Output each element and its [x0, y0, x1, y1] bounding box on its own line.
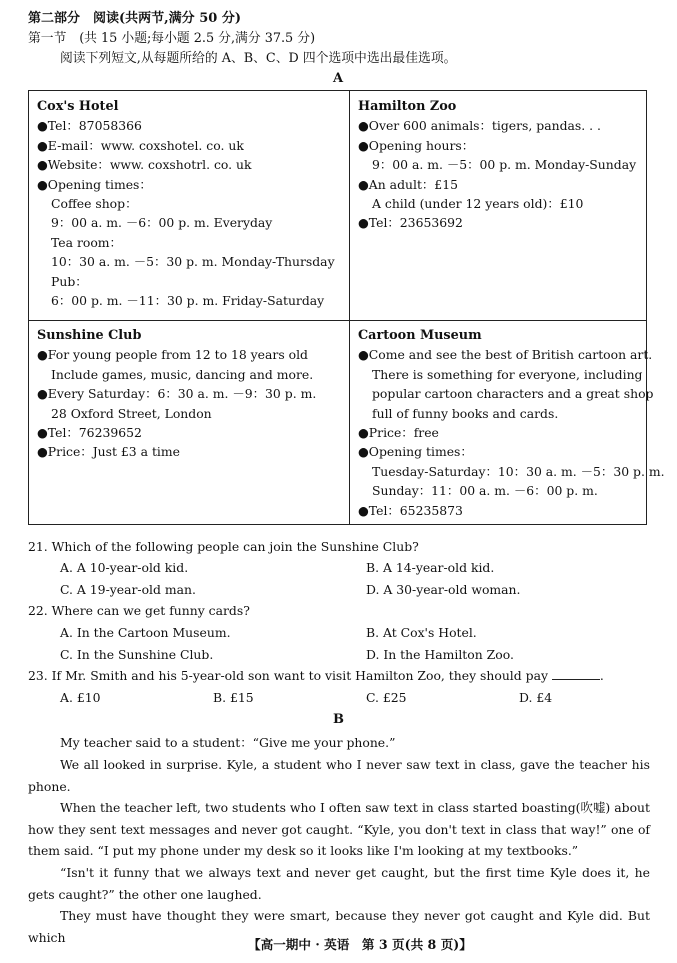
- cartoon-museum-title: Cartoon Museum: [358, 328, 482, 343]
- coxs-line: 6：00 p. m. －11：30 p. m. Friday-Saturday: [51, 293, 325, 309]
- club-line: 28 Oxford Street, London: [51, 405, 212, 421]
- coxs-hotel-title: Cox's Hotel: [37, 99, 119, 114]
- zoo-line: ●Tel：23653692: [358, 215, 463, 231]
- page-footer: 【高一期中 · 英语 第 3 页(共 8 页)】: [248, 937, 472, 952]
- club-line: Include games, music, dancing and more.: [51, 366, 314, 382]
- museum-line: There is something for everyone, including: [372, 366, 643, 382]
- museum-line: ●Come and see the best of British cartoon art.: [358, 347, 653, 363]
- zoo-line: A child (under 12 years old)：£10: [372, 196, 584, 212]
- coxs-line: 9：00 a. m. －6：00 p. m. Everyday: [51, 215, 273, 231]
- question-23-option-b[interactable]: B. £15: [213, 690, 254, 705]
- question-22-option-a[interactable]: A. In the Cartoon Museum.: [60, 625, 231, 640]
- museum-line: Sunday：11：00 a. m. －6：00 p. m.: [372, 483, 598, 499]
- question-22-stem: 22. Where can we get funny cards?: [28, 603, 250, 618]
- museum-line: popular cartoon characters and a great shop: [372, 386, 654, 402]
- question-23-option-d[interactable]: D. £4: [519, 690, 553, 705]
- passage-b-paragraph: When the teacher left, two students who I often saw text in class started boasting(吹嘘) about how they sent text messages and never got caught. “Kyle, you don't text in class that way!” one of them said. “I put my phone under my desk so it looks like I'm looking at my textbooks.”: [28, 800, 650, 858]
- hamilton-zoo-title: Hamilton Zoo: [358, 99, 457, 114]
- question-21-option-d[interactable]: D. A 30-year-old woman.: [366, 582, 521, 597]
- sunshine-club-title: Sunshine Club: [37, 328, 142, 343]
- question-21-option-a[interactable]: A. A 10-year-old kid.: [60, 560, 189, 575]
- passage-b-label: B: [333, 712, 344, 727]
- coxs-line: ●Tel：87058366: [37, 118, 142, 134]
- zoo-line: ●An adult：£15: [358, 176, 458, 192]
- cartoon-museum-card: [358, 326, 665, 520]
- coxs-hotel-card: [37, 97, 335, 310]
- passage-b-paragraph: “Isn't it funny that we always text and never get caught, but the first time Kyle does it, he gets caught?” the other one laughed.: [28, 865, 650, 902]
- instructions: 阅读下列短文,从每题所给的 A、B、C、D 四个选项中选出最佳选项。: [60, 51, 457, 66]
- coxs-line: ●E-mail：www. coxshotel. co. uk: [37, 137, 244, 153]
- coxs-line: ●Website：www. coxshotrl. co. uk: [37, 157, 252, 173]
- question-22-option-b[interactable]: B. At Cox's Hotel.: [366, 625, 477, 640]
- club-line: ●For young people from 12 to 18 years old: [37, 347, 308, 363]
- question-23-row: 23. If Mr. Smith and his 5-year-old son want to visit Hamilton Zoo, they should pay .: [28, 668, 604, 683]
- museum-line: Tuesday-Saturday：10：30 a. m. －5：30 p. m.: [372, 463, 665, 479]
- grid-divider-vertical: [349, 91, 350, 524]
- question-23-option-a[interactable]: A. £10: [60, 690, 101, 705]
- question-22-option-c[interactable]: C. In the Sunshine Club.: [60, 647, 214, 662]
- coxs-line: ●Opening times：: [37, 176, 152, 192]
- question-22-option-d[interactable]: D. In the Hamilton Zoo.: [366, 647, 514, 662]
- club-line: ●Every Saturday：6：30 a. m. －9：30 p. m.: [37, 386, 317, 402]
- question-23-option-c[interactable]: C. £25: [366, 690, 407, 705]
- coxs-line: 10：30 a. m. －5：30 p. m. Monday-Thursday: [51, 254, 335, 270]
- museum-line: ●Price：free: [358, 425, 439, 441]
- zoo-line: 9：00 a. m. －5：00 p. m. Monday-Sunday: [372, 157, 637, 173]
- passage-b-paragraph: They must have thought they were smart, because they never got caught and Kyle did. But which: [28, 908, 650, 945]
- section-header: 第一节 (共 15 小题;每小题 2.5 分,满分 37.5 分): [28, 31, 316, 46]
- part-header: 第二部分 阅读(共两节,满分 50 分): [28, 11, 241, 26]
- zoo-line: ●Over 600 animals：tigers, pandas. . .: [358, 118, 601, 134]
- sunshine-club-card: [37, 326, 316, 462]
- answer-blank: [552, 668, 600, 680]
- question-21-option-b[interactable]: B. A 14-year-old kid.: [366, 560, 495, 575]
- question-23-stem: 23. If Mr. Smith and his 5-year-old son want to visit Hamilton Zoo, they should pay: [28, 668, 548, 683]
- coxs-line: Tea room：: [51, 234, 122, 250]
- hamilton-zoo-card: [358, 97, 636, 233]
- museum-line: ●Opening times：: [358, 444, 473, 460]
- question-21-option-c[interactable]: C. A 19-year-old man.: [60, 582, 196, 597]
- club-line: ●Price：Just £3 a time: [37, 444, 180, 460]
- grid-divider-horizontal: [29, 320, 646, 321]
- question-21-stem: 21. Which of the following people can join the Sunshine Club?: [28, 539, 419, 554]
- passage-b-paragraph: My teacher said to a student：“Give me your phone.”: [60, 735, 396, 750]
- museum-line: full of funny books and cards.: [372, 405, 559, 421]
- club-line: ●Tel：76239652: [37, 425, 142, 441]
- passage-a-label: A: [333, 71, 344, 86]
- passage-b-paragraph: We all looked in surprise. Kyle, a student who I never saw text in class, gave the teacher his phone.: [28, 757, 650, 794]
- zoo-line: ●Opening hours：: [358, 137, 475, 153]
- museum-line: ●Tel：65235873: [358, 502, 463, 518]
- ad-grid: [28, 90, 665, 525]
- coxs-line: Coffee shop：: [51, 196, 138, 212]
- coxs-line: Pub：: [51, 273, 88, 289]
